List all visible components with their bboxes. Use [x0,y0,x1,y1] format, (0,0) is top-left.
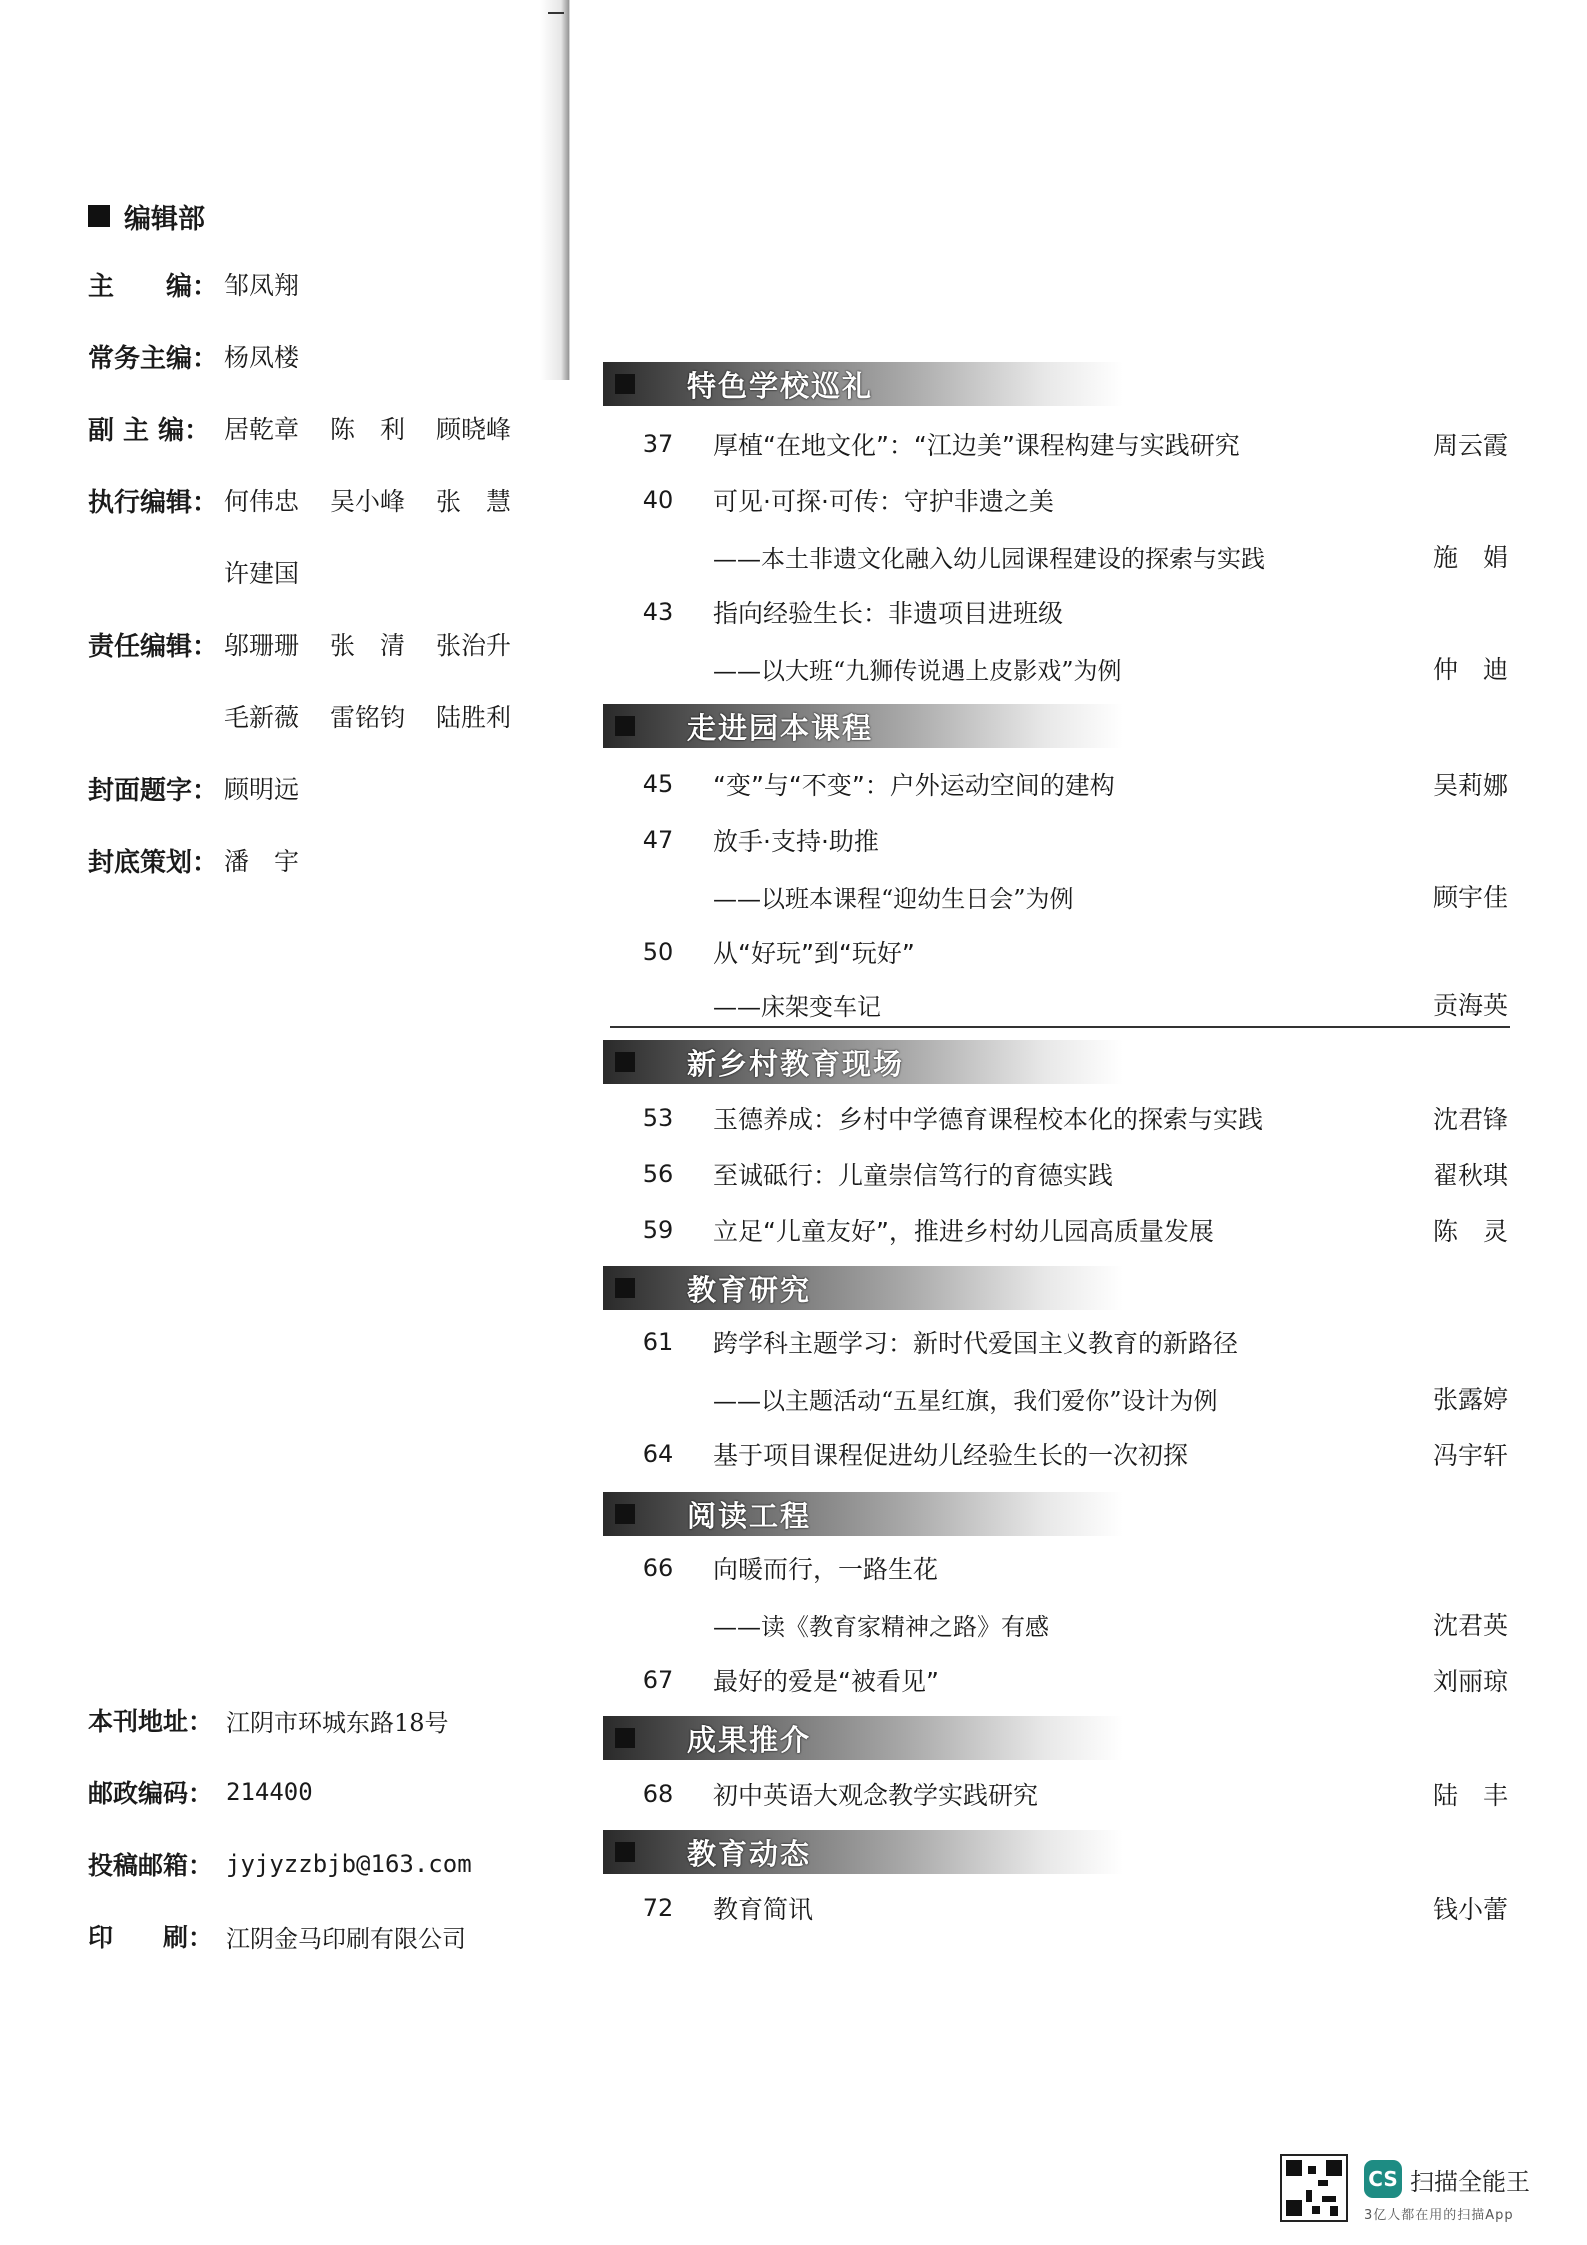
toc-entry[interactable] [603,764,1508,804]
postcode-value: 214400 [226,1778,313,1806]
postcode-label: 邮政编码： [88,1779,214,1808]
square-bullet-icon [88,205,110,227]
square-bullet-icon [615,1728,635,1748]
postcode-row [88,1772,313,1812]
section-divider [610,1026,1510,1028]
article-author: 沈君英 [1432,1611,1508,1640]
page-number: 53 [642,1104,674,1132]
editor-name: 杨凤楼 [224,343,300,372]
article-title: 放手·支持·助推 [713,827,879,856]
editorial-row [88,552,330,592]
article-title: 玉德养成：乡村中学德育课程校本化的探索与实践 [713,1105,1264,1134]
section-title: 走进园本课程 [687,710,874,745]
editor-name: 陆胜利 [436,703,512,732]
toc-subtitle [603,1604,1508,1644]
editorial-role: 封面题字： [88,775,219,806]
email-value: jyjyzzbjb@163.com [226,1850,472,1878]
toc-entry[interactable] [603,1098,1508,1138]
article-author: 周云霞 [1432,431,1508,460]
editor-name: 张 清 [330,631,406,660]
editor-name: 张 慧 [436,487,512,516]
section-title: 教育动态 [687,1836,812,1871]
section-header [603,704,1123,748]
article-author: 翟秋琪 [1432,1161,1508,1190]
article-title: 指向经验生长：非遗项目进班级 [713,599,1064,628]
editorial-row [88,768,330,808]
toc-subtitle [603,876,1508,916]
editor-name: 雷铭钧 [330,703,406,732]
editorial-role: 封底策划： [88,847,219,878]
page-number: 68 [642,1780,674,1808]
email-row [88,1844,472,1884]
editor-name: 居乾章 [224,415,300,444]
article-subtitle: ——以大班“九狮传说遇上皮影戏”为例 [713,656,1122,685]
article-author: 张露婷 [1432,1385,1508,1414]
app-name: 扫描全能王 [1410,2168,1530,2196]
editorial-row [88,696,542,736]
toc-entry[interactable] [603,1888,1508,1928]
toc-subtitle [603,648,1508,688]
editor-name: 顾明远 [224,775,300,804]
article-title: 厚植“在地文化”：“江边美”课程构建与实践研究 [713,431,1240,460]
article-title: 跨学科主题学习：新时代爱国主义教育的新路径 [713,1329,1239,1358]
toc-entry[interactable] [603,1660,1508,1700]
article-author: 吴莉娜 [1432,771,1508,800]
article-subtitle: ——床架变车记 [713,992,881,1021]
editorial-role: 执行编辑： [88,487,219,518]
section-header [603,1040,1123,1084]
camscanner-logo-icon: CS [1364,2160,1402,2198]
printer-label: 印 刷： [88,1923,214,1952]
qr-code-icon [1280,2154,1348,2222]
section-header [603,1716,1123,1760]
toc-subtitle [603,1378,1508,1418]
toc-entry[interactable] [603,1210,1508,1250]
toc-entry[interactable] [603,424,1508,464]
article-subtitle: ——读《教育家精神之路》有感 [713,1612,1049,1641]
page-number: 50 [642,938,674,966]
section-title: 新乡村教育现场 [687,1046,905,1081]
editorial-row [88,624,542,664]
editor-name: 陈 利 [330,415,406,444]
article-author: 钱小蕾 [1432,1895,1508,1924]
page-number: 66 [642,1554,674,1582]
article-author: 施 娟 [1432,543,1508,572]
address-label: 本刊地址： [88,1707,214,1736]
square-bullet-icon [615,1278,635,1298]
square-bullet-icon [615,1052,635,1072]
article-title: 最好的爱是“被看见” [713,1667,939,1696]
page-number: 43 [642,598,674,626]
address-value: 江阴市环城东路18号 [226,1708,449,1737]
editor-name: 吴小峰 [330,487,406,516]
fold-mark [548,12,564,14]
article-author: 贡海英 [1432,991,1508,1020]
editorial-row [88,264,330,304]
editorial-role: 副 主 编： [88,415,211,446]
editorial-role: 常务主编： [88,343,219,374]
section-header [603,1266,1123,1310]
toc-entry[interactable] [603,1154,1508,1194]
article-subtitle: ——以班本课程“迎幼生日会”为例 [713,884,1074,913]
section-header [603,1492,1123,1536]
article-author: 沈君锋 [1432,1105,1508,1134]
page-number: 45 [642,770,674,798]
article-title: 可见·可探·可传：守护非遗之美 [713,487,1054,516]
page-number: 72 [642,1894,674,1922]
article-title: 教育简讯 [713,1895,814,1924]
email-label: 投稿邮箱： [88,1851,214,1880]
article-author: 冯宇轩 [1432,1441,1508,1470]
section-header [603,1830,1123,1874]
section-title: 阅读工程 [687,1498,812,1533]
article-author: 陈 灵 [1432,1217,1508,1246]
editor-name: 潘 宇 [224,847,300,876]
toc-subtitle [603,984,1508,1024]
toc-subtitle [603,536,1508,576]
editor-name: 毛新薇 [224,703,300,732]
article-author: 陆 丰 [1432,1781,1508,1810]
printer-value: 江阴金马印刷有限公司 [226,1924,466,1953]
scanner-watermark [1280,2150,1570,2232]
editorial-heading-text: 编辑部 [124,203,205,235]
article-title: 基于项目课程促进幼儿经验生长的一次初探 [713,1441,1189,1470]
square-bullet-icon [615,1504,635,1524]
article-title: “变”与“不变”：户外运动空间的建构 [713,771,1115,800]
editor-name: 邹凤翔 [224,271,300,300]
toc-entry[interactable] [603,1434,1508,1474]
section-header [603,362,1123,406]
page-number: 47 [642,826,674,854]
editorial-row [88,480,542,520]
page-number: 40 [642,486,674,514]
editor-name: 顾晓峰 [436,415,512,444]
printer-row [88,1916,466,1956]
article-author: 仲 迪 [1432,655,1508,684]
section-title: 成果推介 [687,1722,812,1757]
toc-entry[interactable] [603,1774,1508,1814]
toc-entry[interactable] [603,480,1508,520]
editorial-role: 责任编辑： [88,631,219,662]
article-title: 初中英语大观念教学实践研究 [713,1781,1039,1810]
article-title: 向暖而行，一路生花 [713,1555,939,1584]
article-subtitle: ——本土非遗文化融入幼儿园课程建设的探索与实践 [713,544,1265,573]
section-title: 特色学校巡礼 [687,368,874,403]
editorial-row [88,336,330,376]
page-number: 64 [642,1440,674,1468]
editor-name: 张治升 [436,631,512,660]
editorial-row [88,408,542,448]
toc-entry[interactable] [603,1322,1508,1362]
square-bullet-icon [615,374,635,394]
article-subtitle: ——以主题活动“五星红旗，我们爱你”设计为例 [713,1386,1218,1415]
article-title: 立足“儿童友好”，推进乡村幼儿园高质量发展 [713,1217,1214,1246]
page-number: 67 [642,1666,674,1694]
editor-name: 邬珊珊 [224,631,300,660]
editor-name: 许建国 [224,559,300,588]
article-author: 刘丽琼 [1432,1667,1508,1696]
toc-entry[interactable] [603,592,1508,632]
square-bullet-icon [615,1842,635,1862]
section-title: 教育研究 [687,1272,812,1307]
page-number: 37 [642,430,674,458]
page-number: 61 [642,1328,674,1356]
page-number: 59 [642,1216,674,1244]
address-row [88,1700,449,1740]
app-tagline: 3亿人都在用的扫描App [1364,2208,1514,2223]
page-number: 56 [642,1160,674,1188]
square-bullet-icon [615,716,635,736]
editorial-role: 主 编： [88,271,219,302]
editor-name: 何伟忠 [224,487,300,516]
toc-entry[interactable] [603,1548,1508,1588]
scan-fold-shadow [540,0,570,380]
editorial-row [88,840,330,880]
toc-entry[interactable] [603,820,1508,860]
editorial-heading [88,198,205,234]
article-title: 至诚砥行：儿童崇信笃行的育德实践 [713,1161,1114,1190]
article-author: 顾宇佳 [1432,883,1508,912]
article-title: 从“好玩”到“玩好” [713,939,915,968]
toc-entry[interactable] [603,932,1508,972]
